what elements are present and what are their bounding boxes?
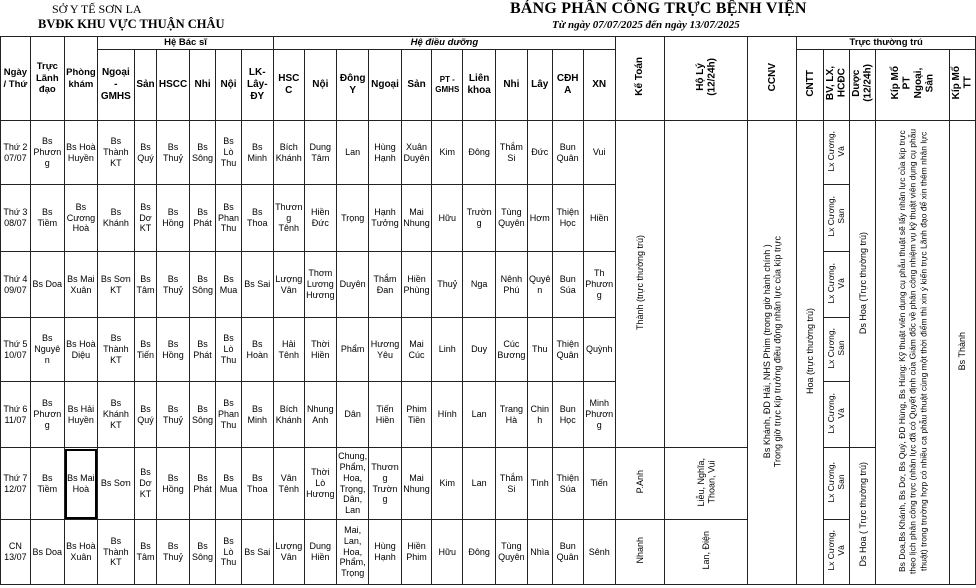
cell-hscc[interactable]: Bs Thuỷ — [157, 520, 189, 585]
cell-dd-dongy[interactable]: Lan — [336, 121, 368, 185]
cell-day[interactable]: Thứ 6 11/07 — [1, 382, 31, 448]
cell-nhi[interactable]: Bs Phát — [189, 448, 216, 520]
cell-hscc[interactable]: Bs Thuỷ — [157, 121, 189, 185]
cell-dd-dongy[interactable]: Duyên — [336, 252, 368, 318]
col-header-kipmo-pt: Kíp Mổ PT Ngoại, Sản — [876, 50, 950, 121]
cell-dd-nhi[interactable]: Cúc Bương — [496, 318, 528, 382]
cell-dd-san[interactable]: Mai Nhung — [401, 448, 432, 520]
cell-hscc[interactable]: Bs Thuỷ — [157, 382, 189, 448]
col-header-clinic: Phòng khám — [64, 37, 97, 121]
cell-dd-xn[interactable]: Hiền — [583, 185, 615, 252]
duty-schedule-table — [0, 36, 976, 585]
cell-dd-hscc[interactable]: Thương Tênh — [273, 185, 304, 252]
cell-dd-nhi[interactable]: Nênh Phú — [496, 252, 528, 318]
cell-lead[interactable]: Bs Phương — [30, 382, 64, 448]
cell-dd-noi[interactable]: Thời Hiền — [304, 318, 336, 382]
cell-san[interactable]: Bs Quý — [134, 121, 157, 185]
col-header-dd-nhi: Nhi — [496, 50, 528, 121]
col-header-duoc: Dược (12/24h) — [850, 50, 876, 121]
cell-day[interactable]: CN 13/07 — [1, 520, 31, 585]
cell-san[interactable]: Bs Tâm — [134, 252, 157, 318]
cell-day[interactable]: Thứ 4 09/07 — [1, 252, 31, 318]
cell-san[interactable]: Bs Dơ KT — [134, 185, 157, 252]
col-header-ngoai: Ngoại - GMHS — [98, 50, 134, 121]
cell-dd-san[interactable]: Hiền Phim — [401, 520, 432, 585]
cell-dd-ngoai[interactable]: Hạnh Tưởng — [369, 185, 401, 252]
cell-dd-lienkhoa[interactable]: Trường — [463, 185, 496, 252]
cell-ngoai[interactable]: Bs Sơn — [98, 448, 134, 520]
cell-clinic[interactable]: Bs Hải Huyền — [64, 382, 97, 448]
cell-dd-dongy[interactable]: Chung, Phẩm, Hoa, Trọng, Dân, Lan — [336, 448, 368, 520]
group-header-resident: Trực thường trú — [797, 37, 976, 50]
cell-ngoai[interactable]: Bs Thành KT — [98, 121, 134, 185]
cell-lead[interactable]: Bs Doa — [30, 252, 64, 318]
cell-dd-cdha[interactable]: Thiện Súa — [552, 448, 583, 520]
cell-dd-pt[interactable]: Linh — [432, 318, 463, 382]
table-row — [1, 448, 976, 520]
cell-noi[interactable]: Bs Lò Thu — [216, 520, 241, 585]
cell-ketoan-weekday[interactable]: Thành (trực thường trú) — [615, 121, 664, 448]
cell-bvlx[interactable]: Lx Cương, Và — [824, 121, 850, 185]
cell-day[interactable]: Thứ 3 08/07 — [1, 185, 31, 252]
date-range: Từ ngày 07/07/2025 đến ngày 13/07/2025 — [552, 19, 740, 31]
col-header-lk: LK- Lây- ĐY — [241, 50, 273, 121]
cell-dd-ngoai[interactable]: Tiến Hiền — [369, 382, 401, 448]
col-header-dd-lay: Lây — [527, 50, 552, 121]
col-header-noi: Nội — [216, 50, 241, 121]
cell-dd-hscc[interactable]: Bích Khánh — [273, 121, 304, 185]
cell-noi[interactable]: Bs Lò Thu — [216, 121, 241, 185]
cell-dd-lay[interactable]: Thu — [527, 318, 552, 382]
hospital-name: BVĐK KHU VỰC THUẬN CHÂU — [38, 17, 225, 31]
cell-bvlx[interactable]: Lx Cương, Và — [824, 520, 850, 585]
cell-ngoai[interactable]: Bs Thành KT — [98, 520, 134, 585]
cell-dd-noi[interactable]: Thời Lò Hương — [304, 448, 336, 520]
col-header-dd-lienkhoa: Liên khoa — [463, 50, 496, 121]
table-row — [1, 520, 976, 585]
cell-dd-san[interactable]: Xuân Duyên — [401, 121, 432, 185]
col-header-kipmo-tt: Kíp Mổ TT — [949, 50, 975, 121]
cell-dd-lienkhoa[interactable]: Lan — [463, 448, 496, 520]
cell-lead[interactable]: Bs Nguyên — [30, 318, 64, 382]
cell-dd-xn[interactable]: Th Phương — [583, 252, 615, 318]
cell-san[interactable]: Bs Quý — [134, 382, 157, 448]
cell-clinic[interactable]: Bs Hoà Huyền — [64, 121, 97, 185]
cell-dd-san[interactable]: Hiền Phùng — [401, 252, 432, 318]
cell-dd-lienkhoa[interactable]: Lan — [463, 382, 496, 448]
cell-ketoan[interactable]: P.Anh — [615, 448, 664, 520]
cell-noi[interactable]: Bs Mua — [216, 252, 241, 318]
cell-lk[interactable]: Bs Sai — [241, 252, 273, 318]
col-header-dd-hscc: HSCC — [273, 50, 304, 121]
cell-lead[interactable]: Bs Tiềm — [30, 185, 64, 252]
cell-lk[interactable]: Bs Hoàn — [241, 318, 273, 382]
cell-noi[interactable]: Bs Lò Thu — [216, 318, 241, 382]
col-header-dd-cdha: CĐHA — [552, 50, 583, 121]
cell-duoc-weekday[interactable]: Ds Hoa (Trực thường trú) — [850, 121, 876, 448]
cell-dd-lay[interactable]: Nhìa — [527, 520, 552, 585]
group-header-nursing: Hệ điều dưỡng — [273, 37, 615, 50]
cell-dd-xn[interactable]: Vui — [583, 121, 615, 185]
cell-lk[interactable]: Bs Minh — [241, 382, 273, 448]
cell-hely[interactable]: Liễu, Nghĩa, Thoan, Vui — [664, 448, 748, 520]
col-header-dd-ngoai: Ngoại — [369, 50, 401, 121]
cell-dd-san[interactable]: Mai Nhung — [401, 185, 432, 252]
cell-dd-pt[interactable]: Kim — [432, 448, 463, 520]
cell-dd-lienkhoa[interactable]: Đông — [463, 121, 496, 185]
cell-dd-xn[interactable]: Minh Phương — [583, 382, 615, 448]
cell-ccnv-week[interactable]: Bs Khánh, ĐD Hải, NHS Phim (trong giờ hành chính ) Trong giờ trực kíp trưởng điều động nhân lực của kíp trực — [748, 121, 797, 585]
cell-dd-cdha[interactable]: Bun Học — [552, 382, 583, 448]
table-row — [1, 382, 976, 448]
cell-dd-ngoai[interactable]: Hùng Hạnh — [369, 121, 401, 185]
group-header-doctors: Hệ Bác sĩ — [98, 37, 274, 50]
cell-nhi[interactable]: Bs Sông — [189, 121, 216, 185]
col-header-day: Ngày / Thứ — [1, 37, 31, 121]
col-header-nhi: Nhi — [189, 50, 216, 121]
cell-dd-dongy[interactable]: Mai, Lan, Hoa, Phẩm, Trọng — [336, 520, 368, 585]
table-row — [1, 121, 976, 185]
ministry-name: SỞ Y TẾ SƠN LA — [52, 2, 142, 16]
col-header-ketoan: Kế Toán — [615, 37, 664, 121]
cell-hely-weekday[interactable] — [664, 121, 748, 448]
cell-dd-xn[interactable]: Tiến — [583, 448, 615, 520]
cell-dd-noi[interactable]: Hiền Đức — [304, 185, 336, 252]
col-header-dd-xn: XN — [583, 50, 615, 121]
cell-clinic[interactable]: Bs Mai Xuân — [64, 252, 97, 318]
cell-dd-pt[interactable]: Hữu — [432, 520, 463, 585]
cell-nhi[interactable]: Bs Phát — [189, 185, 216, 252]
cell-hscc[interactable]: Bs Hồng — [157, 318, 189, 382]
cell-dd-noi[interactable]: Nhung Anh — [304, 382, 336, 448]
cell-nhi[interactable]: Bs Sông — [189, 382, 216, 448]
cell-ketoan[interactable]: Nhanh — [615, 520, 664, 585]
cell-dd-cdha[interactable]: Thiện Quân — [552, 318, 583, 382]
cell-san[interactable]: Bs Dơ KT — [134, 448, 157, 520]
cell-san[interactable]: Bs Tiến — [134, 318, 157, 382]
cell-bvlx[interactable]: Lx Cương, Và — [824, 382, 850, 448]
cell-dd-lienkhoa[interactable]: Đông — [463, 520, 496, 585]
cell-noi[interactable]: Bs Phan Thu — [216, 185, 241, 252]
cell-dd-hscc[interactable]: Hải Tênh — [273, 318, 304, 382]
col-header-ccnv: CCNV — [748, 37, 797, 121]
cell-dd-pt[interactable]: Hữu — [432, 185, 463, 252]
cell-duoc-weekend[interactable]: Ds Hoa ( Trực thường trú) — [850, 448, 876, 585]
cell-hscc[interactable]: Bs Hồng — [157, 448, 189, 520]
cell-kipmo-tt-week[interactable]: Bs Thành — [949, 121, 975, 585]
cell-dd-lay[interactable]: Chinh — [527, 382, 552, 448]
table-row — [1, 318, 976, 382]
cell-lead[interactable]: Bs Doa — [30, 520, 64, 585]
cell-dd-ngoai[interactable]: Thắm Đan — [369, 252, 401, 318]
cell-dd-lienkhoa[interactable]: Duy — [463, 318, 496, 382]
cell-lk[interactable]: Bs Sai — [241, 520, 273, 585]
schedule-title: BẢNG PHÂN CÔNG TRỰC BỆNH VIỆN — [510, 0, 807, 17]
cell-clinic[interactable]: Bs Mai Hoà — [64, 448, 97, 520]
cell-nhi[interactable]: Bs Sông — [189, 252, 216, 318]
cell-kipmo-week[interactable]: Bs Doa,Bs Khánh, Bs Dơ, Bs Quý, ĐD Hùng, Bs Hùng: Kỹ thuật viên dụng cụ phẫu thuật sẽ lấy nhân lực của kíp trực theo lịch phân công trực (nhân lực đã có Quyết định của Giám đốc về phân công nhiệm vụ kỹ thuật viên dụng cụ phẫu thuật) trong trường hợp có nhiều ca phẫu thuật cùng một thời điểm thì xin ý kiến trực Lãnh đạo để xin thêm nhân lực — [876, 121, 950, 585]
cell-dd-dongy[interactable]: Dân — [336, 382, 368, 448]
cell-day[interactable]: Thứ 2 07/07 — [1, 121, 31, 185]
col-header-dd-pt: PT - GMHS — [432, 50, 463, 121]
header-bar — [0, 0, 976, 36]
cell-lead[interactable]: Bs Phương — [30, 121, 64, 185]
cell-dd-san[interactable]: Mai Cúc — [401, 318, 432, 382]
cell-dd-lienkhoa[interactable]: Nga — [463, 252, 496, 318]
cell-dd-nhi[interactable]: Thắm Si — [496, 448, 528, 520]
cell-day[interactable]: Thứ 7 12/07 — [1, 448, 31, 520]
cell-dd-pt[interactable]: Hính — [432, 382, 463, 448]
cell-ngoai[interactable]: Bs Khánh — [98, 185, 134, 252]
cell-dd-noi[interactable]: Dung Hiền — [304, 520, 336, 585]
cell-dd-san[interactable]: Phim Tiền — [401, 382, 432, 448]
cell-noi[interactable]: Bs Mua — [216, 448, 241, 520]
cell-dd-pt[interactable]: Thuỷ — [432, 252, 463, 318]
cell-dd-ngoai[interactable]: Hương Yêu — [369, 318, 401, 382]
cell-hscc[interactable]: Bs Hồng — [157, 185, 189, 252]
kipmo-team: Bs Doa,Bs Khánh, Bs Dơ, Bs Quý, ĐD Hùng — [896, 403, 907, 572]
cell-day[interactable]: Thứ 5 10/07 — [1, 318, 31, 382]
cell-lk[interactable]: Bs Thoa — [241, 185, 273, 252]
cell-dd-xn[interactable]: Quỳnh — [583, 318, 615, 382]
cell-dd-cdha[interactable]: Bun Súa — [552, 252, 583, 318]
cell-dd-hscc[interactable]: Vân Tênh — [273, 448, 304, 520]
cell-bvlx[interactable]: Lx Cương, San — [824, 185, 850, 252]
col-header-hscc: HSCC — [157, 50, 189, 121]
col-header-lead: Trực Lãnh đạo — [30, 37, 64, 121]
cell-clinic[interactable]: Bs Hoà Diệu — [64, 318, 97, 382]
cell-dd-nhi[interactable]: Tùng Quyên — [496, 520, 528, 585]
cell-dd-dongy[interactable]: Trọng — [336, 185, 368, 252]
cell-clinic[interactable]: Bs Cương Hoà — [64, 185, 97, 252]
cell-dd-cdha[interactable]: Bun Quân — [552, 520, 583, 585]
cell-dd-nhi[interactable]: Trang Hà — [496, 382, 528, 448]
col-header-san: Sản — [134, 50, 157, 121]
cell-hscc[interactable]: Bs Thuỷ — [157, 252, 189, 318]
cell-dd-lay[interactable]: Đức — [527, 121, 552, 185]
cell-dd-lay[interactable]: Tình — [527, 448, 552, 520]
col-header-dd-noi: Nội — [304, 50, 336, 121]
cell-dd-noi[interactable]: Dung Tâm — [304, 121, 336, 185]
table-row — [1, 252, 976, 318]
table-row — [1, 185, 976, 252]
kipmo-note: Bs Hùng: Kỹ thuật viên dụng cụ phẫu thuật sẽ lấy nhân lực của kíp trực theo lịch phân công trực (nhân lực đã có Quyết định của Giám đốc về phân công nhiệm vụ kỹ thuật viên dụng cụ phẫu thuật) trong trường hợp có nhiều ca phẫu thuật cùng một thời điểm thì xin ý kiến trực Lãnh đạo để xin thêm nhân lực — [896, 128, 928, 574]
cell-ngoai[interactable]: Bs Khánh KT — [98, 382, 134, 448]
col-header-hely: Hộ Lý (12/24h) — [664, 37, 748, 121]
cell-dd-cdha[interactable]: Thiện Học — [552, 185, 583, 252]
cell-nhi[interactable]: Bs Phát — [189, 318, 216, 382]
cell-lk[interactable]: Bs Thoa — [241, 448, 273, 520]
cell-lead[interactable]: Bs Tiềm — [30, 448, 64, 520]
cell-nhi[interactable]: Bs Sông — [189, 520, 216, 585]
cell-ngoai[interactable]: Bs Sơn KT — [98, 252, 134, 318]
col-header-dd-dongy: Đông Y — [336, 50, 368, 121]
col-header-cntt: CNTT — [797, 50, 824, 121]
cell-dd-ngoai[interactable]: Hùng Hạnh — [369, 520, 401, 585]
cell-dd-noi[interactable]: Thơm Lương Hương — [304, 252, 336, 318]
cell-dd-dongy[interactable]: Phẩm — [336, 318, 368, 382]
cell-ngoai[interactable]: Bs Thành KT — [98, 318, 134, 382]
cell-dd-hscc[interactable]: Lượng Vân — [273, 520, 304, 585]
cell-dd-lay[interactable]: Quyên — [527, 252, 552, 318]
col-header-bvlx: BV, LX, HCĐC — [824, 50, 850, 121]
cell-bvlx[interactable]: Lx Cương, San — [824, 318, 850, 382]
cell-bvlx[interactable]: Lx Cương, San — [824, 448, 850, 520]
cell-dd-hscc[interactable]: Bích Khánh — [273, 382, 304, 448]
cell-dd-ngoai[interactable]: Thương Trường — [369, 448, 401, 520]
cell-noi[interactable]: Bs Phan Thu — [216, 382, 241, 448]
cell-dd-pt[interactable]: Kim — [432, 121, 463, 185]
cell-dd-hscc[interactable]: Lượng Vân — [273, 252, 304, 318]
cell-dd-nhi[interactable]: Tùng Quyên — [496, 185, 528, 252]
cell-cntt-week[interactable]: Hoa (trực thường trú) — [797, 121, 824, 585]
cell-dd-nhi[interactable]: Thắm Si — [496, 121, 528, 185]
cell-lk[interactable]: Bs Minh — [241, 121, 273, 185]
cell-dd-lay[interactable]: Hơm — [527, 185, 552, 252]
cell-dd-xn[interactable]: Sênh — [583, 520, 615, 585]
cell-hely[interactable]: Lan, Điện — [664, 520, 748, 585]
col-header-dd-san: Sản — [401, 50, 432, 121]
cell-dd-cdha[interactable]: Bun Quân — [552, 121, 583, 185]
cell-bvlx[interactable]: Lx Cương, Và — [824, 252, 850, 318]
cell-clinic[interactable]: Bs Hoà Xuân — [64, 520, 97, 585]
cell-san[interactable]: Bs Tâm — [134, 520, 157, 585]
